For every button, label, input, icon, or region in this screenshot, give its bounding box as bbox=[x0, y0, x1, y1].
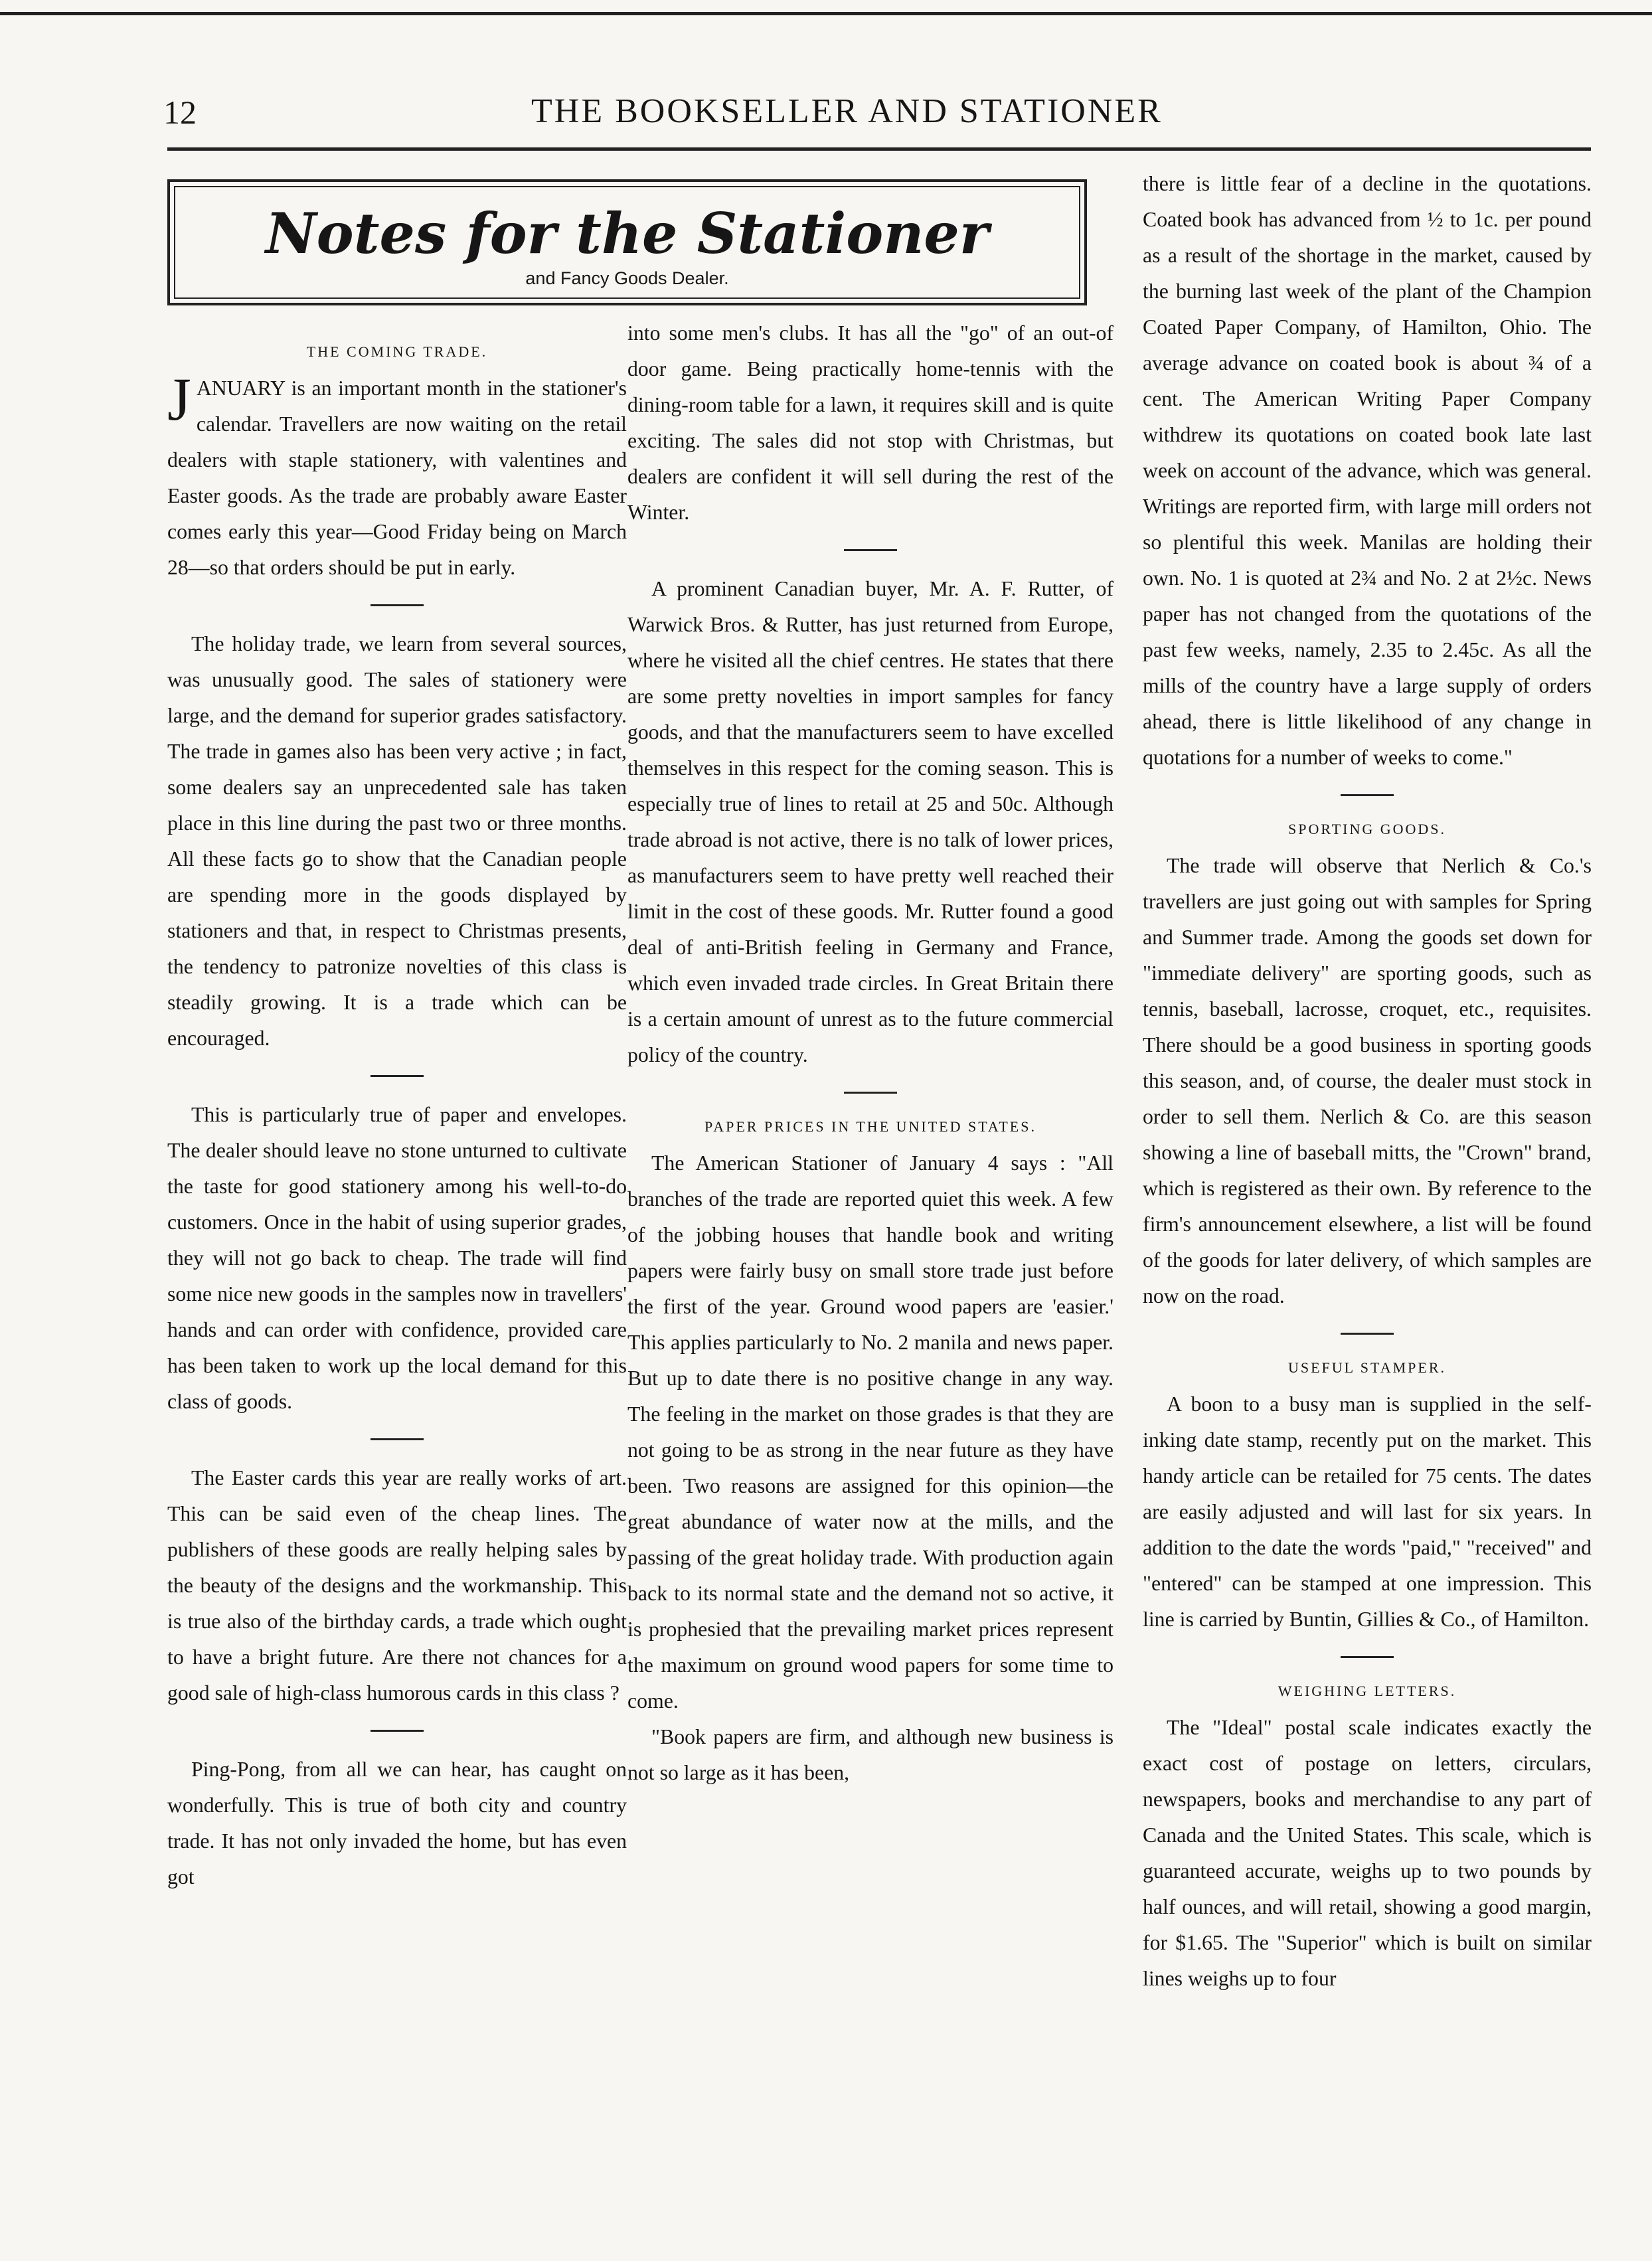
column-1 bbox=[167, 339, 627, 1895]
banner-subtitle: and Fancy Goods Dealer. bbox=[525, 268, 729, 288]
heading-sporting-goods: SPORTING GOODS. bbox=[1287, 821, 1447, 837]
divider bbox=[844, 549, 897, 551]
page-number: 12 bbox=[163, 94, 197, 131]
running-title: THE BOOKSELLER AND STATIONER bbox=[531, 92, 1163, 130]
banner-title: Notes for the Stationer bbox=[265, 201, 989, 266]
article-weighing-letters: The "Ideal" postal scale indicates exactly the exact cost of postage on letters, circulars, newspapers, books and merchandise to any part of Canada and the United States. This scale, which is guaranteed accurate, weighs up to two pounds by half ounces, and will retail, showing a good margin, for $1.65. The "Superior" which is built on similar lines weighs up to four bbox=[1143, 1716, 1592, 1990]
article-coming-trade-text: ANUARY is an important month in the stationer's calendar. Travellers are now waiting on the retail dealers with staple stationery, with valentines and Easter goods. As the trade are probably aware Easter comes early this year—Good Friday being on March 28—so that orders should be put in early. bbox=[167, 377, 627, 579]
article-holiday-trade: The holiday trade, we learn from several sources, was unusually good. The sales of stationery were large, and the demand for superior grades satisfactory. The trade in games also has been very active ; in fact, some dealers say an unprecedented sale has taken place in this line during the past two or three months. All these facts go to show that the Canadian people are spending more in the goods displayed by stationers and that, in respect to Christmas presents, the tendency to patronize novelties of this class is steadily growing. It is a trade which can be encouraged. bbox=[167, 632, 627, 1050]
article-useful-stamper: A boon to a busy man is supplied in the self-inking date stamp, recently put on the market. This handy article can be retailed for 75 cents. The dates are easily adjusted and will last for six years. In addition to the date the words "paid," "received" and "entered" can be stamped at one impression. This line is carried by Buntin, Gillies & Co., of Hamilton. bbox=[1143, 1392, 1592, 1631]
top-edge-rule bbox=[0, 12, 1652, 15]
divider bbox=[1341, 794, 1394, 796]
section-banner bbox=[167, 179, 1087, 305]
article-book-papers-continued: there is little fear of a decline in the quotations. Coated book has advanced from ½ to 1c. per pound as a result of the shortage in the market, caused by the burning last week of the plant of the Champion Coated Paper Company, of Hamilton, Ohio. The average advance on coated book is about ¾ of a cent. The American Writing Paper Company withdrew its quotations on coated book late last week on account of the advance, which was general. Writings are reported firm, with large mill orders not so plentiful this week. Manilas are holding their own. No. 1 is quoted at 2¾ and No. 2 at 2½c. News paper has not changed from the quotations of the past few weeks, namely, 2.35 to 2.45c. As all the mills of the country have a large supply of orders ahead, there is little likelihood of any change in quotations for a number of weeks to come." bbox=[1143, 172, 1592, 769]
article-sporting-goods: The trade will observe that Nerlich & Co.'s travellers are just going out with samples for Spring and Summer trade. Among the goods set down for "immediate delivery" are sporting goods, such as tennis, baseball, lacrosse, croquet, etc., requisites. There should be a good business in sporting goods this season, and, of course, the dealer must stock in order to sell them. Nerlich & Co. are this season showing a line of baseball mitts, the "Crown" brand, which is registered as their own. By reference to the firm's announcement elsewhere, a list will be found of the goods for later delivery, of which samples are now on the road. bbox=[1143, 854, 1592, 1307]
article-ping-pong: Ping-Pong, from all we can hear, has caught on wonderfully. This is true of both city and country trade. It has not only invaded the home, but has even got bbox=[167, 1758, 627, 1888]
divider bbox=[371, 1730, 424, 1732]
heading-useful-stamper: USEFUL STAMPER. bbox=[1287, 1359, 1446, 1376]
divider bbox=[371, 1438, 424, 1440]
article-paper-prices: The American Stationer of January 4 says : "All branches of the trade are reported quiet this week. A few of the jobbing houses that handle book and writing papers were fairly busy on small store trade just before the first of the year. Ground wood papers are 'easier.' This applies particularly to No. 2 manila and news paper. But up to date there is no positive change in any way. The feeling in the market on those grades is that they are not going to be as strong in the near future as they have been. Two reasons are assigned for this opinion—the great abundance of water now at the mills, and the passing of the great holiday trade. With production again back to its normal state and the demand not so active, it is prophesied that the prevailing market prices represent the maximum on ground wood papers for some time to come. bbox=[627, 1151, 1114, 1713]
article-easter-cards: The Easter cards this year are really works of art. This can be said even of the cheap lines. The publishers of these goods are really helping sales by the beauty of the designs and the workmanship. This is true also of the birthday cards, a trade which ought to have a bright future. Are there not chances for a good sale of high-class humorous cards in this class ? bbox=[167, 1466, 627, 1705]
heading-weighing-letters: WEIGHING LETTERS. bbox=[1278, 1683, 1457, 1699]
heading-coming-trade: THE COMING TRADE. bbox=[306, 343, 488, 360]
drop-cap: J bbox=[167, 365, 191, 433]
divider bbox=[1341, 1656, 1394, 1658]
divider bbox=[844, 1092, 897, 1094]
column-3 bbox=[1143, 166, 1592, 1997]
article-coming-trade bbox=[167, 365, 627, 586]
heading-paper-prices: PAPER PRICES IN THE UNITED STATES. bbox=[704, 1118, 1036, 1135]
article-rutter: A prominent Canadian buyer, Mr. A. F. Rutter, of Warwick Bros. & Rutter, has just returned from Europe, where he visited all the chief centres. He states that there are some pretty novelties in import samples for fancy goods, and that the manufacturers seem to have excelled themselves in this respect for the coming season. This is especially true of lines to retail at 25 and 50c. Although trade abroad is not active, there is no talk of lower prices, as manufacturers seem to have pretty well reached their limit in the cost of these goods. Mr. Rutter found a good deal of anti-British feeling in Germany and France, which even invaded trade circles. In Great Britain there is a certain amount of unrest as to the future commercial policy of the country. bbox=[627, 577, 1114, 1066]
article-book-papers: "Book papers are firm, and although new business is not so large as it has been, bbox=[627, 1725, 1114, 1784]
divider bbox=[371, 604, 424, 606]
divider bbox=[1341, 1333, 1394, 1335]
article-paper-envelopes: This is particularly true of paper and envelopes. The dealer should leave no stone unturned to cultivate the taste for good stationery among his well-to-do customers. Once in the habit of using superior grades, they will not go back to cheap. The trade will find some nice new goods in the samples now in travellers' hands and can order with confidence, provided care has been taken to work up the local demand for this class of goods. bbox=[167, 1103, 627, 1413]
banner-inner-frame bbox=[174, 186, 1080, 299]
header-rule bbox=[167, 147, 1591, 151]
article-ping-pong-continued: into some men's clubs. It has all the "go" of an out-of door game. Being practically home-tennis with the dining-room table for a lawn, it requires skill and is quite exciting. The sales did not stop with Christmas, but dealers are confident it will sell during the rest of the Winter. bbox=[627, 321, 1114, 524]
divider bbox=[371, 1075, 424, 1077]
column-2 bbox=[627, 315, 1114, 1791]
